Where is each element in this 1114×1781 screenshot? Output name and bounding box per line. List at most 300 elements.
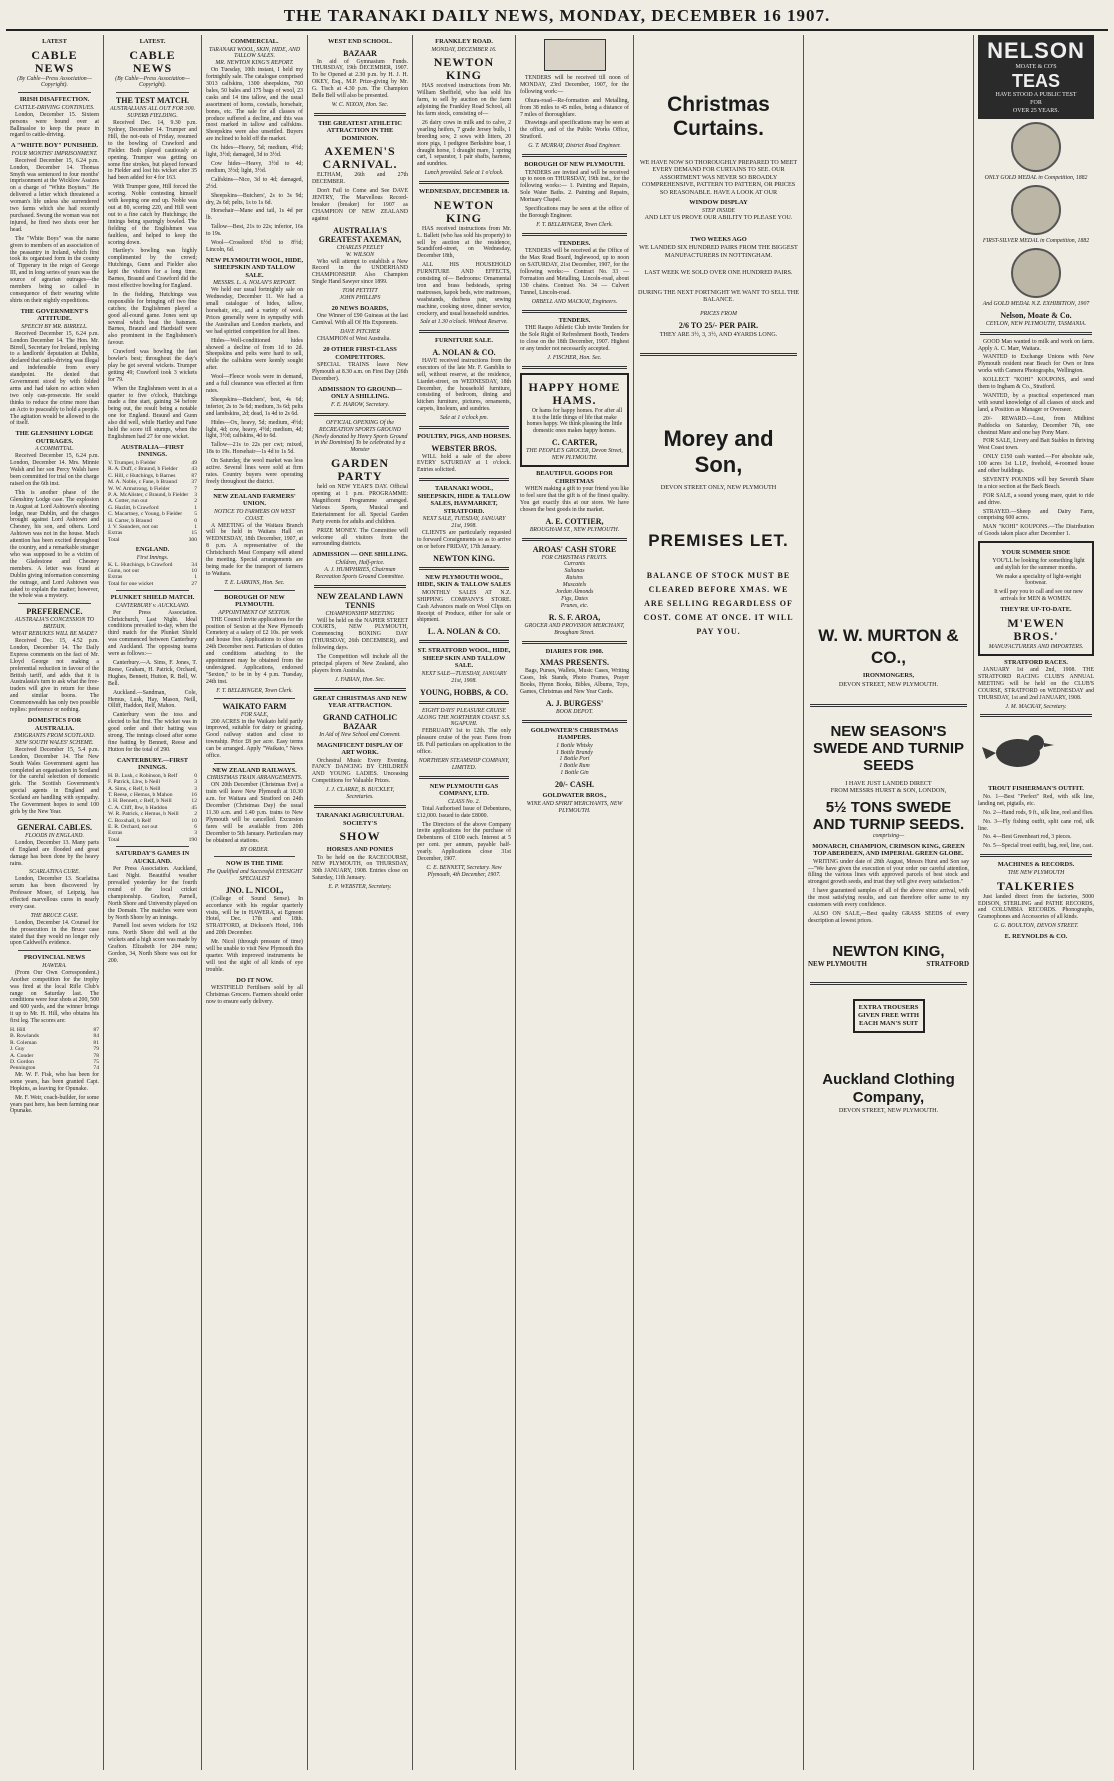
divider bbox=[214, 856, 295, 857]
article-text: Mr. W. F. Fisk, who has been for some years, has been granted Capt. Hopkins, as leaving for Opunake. bbox=[10, 1071, 99, 1092]
talkeries-title: TALKERIES bbox=[996, 878, 1076, 893]
seeds-quantity: 5½ TONS SWEDE AND TURNIP SEEDS. bbox=[812, 798, 965, 833]
table-row: Extras 15 bbox=[108, 530, 197, 537]
ad-name: A. E. COTTIER, bbox=[545, 516, 604, 526]
classified: FOR SALE, Livery and Bait Stables in thriving West Coast town. bbox=[978, 438, 1094, 452]
ad-text: held on NEW YEAR'S DAY. Official opening at 1 p.m. PROGRAMME: Magnificent Programme arranged. Various Sports, Musical and Entertainment for all. Special Garden Party events for adults and children. bbox=[312, 484, 408, 525]
ad-text: 200 ACRES in the Waikato held partly improved, suitable for dairy or grazing. Good railway station and close to township. Price £8 per acre. Easy terms can be arranged. Apply "Waikato," News office. bbox=[206, 718, 303, 760]
premises-let: PREMISES LET. bbox=[648, 531, 789, 551]
headline: NEW PLYMOUTH GAS COMPANY, LTD. bbox=[429, 782, 499, 798]
table-row: G. Hazlitt, b Crawford 1 bbox=[108, 504, 197, 511]
competitor: TOM PETTITT bbox=[342, 288, 378, 295]
divider bbox=[980, 714, 1092, 717]
ad-text: To be held on the RACECOURSE, NEW PLYMOUTH, on THURSDAY, 30th JANUARY, 1908. Entries close on Saturday, 11th January. bbox=[312, 854, 408, 882]
list-item: 1 Bottle Port bbox=[559, 756, 590, 763]
ad-text: 26 dairy cows in milk and to calve, 2 yearling heifers, 7 grade Jersey bulls, 1 breeding sow, 2 sows with litters, 20 store pigs, 1 pedigree Berkshire boar, 1 draught horse, 1 draught mare, 1 spring cart, 1 separator, 1 pair shafts, harness, and sundries. bbox=[417, 119, 511, 168]
ad-name: A. J. BURGESS' bbox=[545, 698, 604, 708]
price-line: Wool—Crossbred 6½d to 8½d; Lincoln, 6d. bbox=[206, 240, 303, 253]
subhead: SUPERB FIELDING. bbox=[127, 113, 178, 120]
ad-headline: YOUR SUMMER SHOE bbox=[1001, 549, 1071, 557]
subhead: SPEECH BY MR. BIRRELL. bbox=[21, 323, 88, 330]
table-row: K. L. Hutchings, b Crawford 34 bbox=[108, 561, 197, 568]
classified: ONLY £150 cash wanted.—For absolute sale, 100 acres 1st L.I.P., freehold, 4-roomed house and other buildings. bbox=[978, 454, 1094, 475]
table-total: Total for one wicket 27 bbox=[108, 580, 197, 587]
subhead: Lunch provided. Sale at 1 o'clock. bbox=[424, 170, 504, 177]
divider bbox=[419, 776, 509, 779]
notice-text: JANUARY 1st and 2nd, 1908. THE STRATFORD RACING CLUB'S ANNUAL MEETING will be held on the CLUB'S COURSE, STRATFORD on WEDNESDAY and THURSDAY, 1st and 2nd JANUARY, 1908. bbox=[978, 667, 1094, 701]
subhead: EMIGRANTS FROM SCOTLAND. bbox=[14, 733, 95, 739]
section-title: CABLE NEWS bbox=[31, 47, 78, 75]
ad-address: GROCER AND PROVISION MERCHANT, Brougham Street. bbox=[524, 622, 625, 636]
ad-text: Will be held on the NAPIER STREET COURTS, NEW PLYMOUTH, Commencing BOXING DAY (THURSDAY, 26th DECEMBER), and following days. bbox=[312, 617, 408, 652]
price-range: 2/6 TO 25/- PER PAIR. bbox=[678, 321, 759, 331]
ad-name: M'EWEN BROS.' bbox=[1007, 615, 1065, 643]
ad-text: Who will attempt to establish a New Record in the UNDERHAND CHAMPIONSHIP. Also Champion Single Hand Sawyer since 1899. bbox=[312, 258, 408, 286]
column-8 bbox=[804, 35, 974, 1770]
list-item: Currants bbox=[564, 561, 585, 568]
ad-address: WINE AND SPIRIT MERCHANTS, NEW PLYMOUTH. bbox=[526, 800, 623, 814]
medal-icon bbox=[1011, 122, 1061, 172]
subhead: SCARLATINA CURE. bbox=[29, 869, 80, 876]
signature: W. C. NIXON, Hon. Sec. bbox=[331, 101, 389, 108]
teas-title: TEAS bbox=[1011, 71, 1060, 91]
signature: A. J. HUMPHRIES, Chairman Recreation Sports Ground Committee. bbox=[315, 566, 405, 580]
table-row: J. Guy 79 bbox=[10, 1046, 99, 1053]
article-text: London, December 13. Scarlatina serum has been discovered by Professor Moser, of Leipzig, has effected marvellous cures in nearly every case. bbox=[10, 876, 99, 910]
table-row: B. Rowlands 84 bbox=[10, 1033, 99, 1040]
competitor: JOHN PHILLIPS bbox=[339, 295, 381, 302]
price-line: Calfskins—Nice, 3d to 4d; damaged, 2½d. bbox=[206, 176, 303, 190]
ad-text: PRICES FROM bbox=[700, 311, 737, 318]
article-text: Received December 15, 6.24 p.m. London, December 14. Mrs. Minnie Walsh and her son Percy Walsh have been committed for trial on the charge raised on the 6th inst. bbox=[10, 453, 99, 487]
table-total: Total 190 bbox=[108, 836, 197, 843]
notice-text: TENDERS will be received till noon of MONDAY, 23rd December, 1907, for the following work:— bbox=[520, 75, 629, 95]
crest-icon bbox=[544, 39, 606, 71]
ad-address: BOOK DEPOT. bbox=[556, 708, 593, 715]
ad-text: HAS received instructions from Mr. L. Ballett (who has sold his property) to sell by auction at the residence, Scandiford-street, on Wednesday, December 18th, bbox=[417, 225, 511, 260]
article-text: Received December 15, 6.24 p.m. London, December 14. Thomas Smyth was sentenced to four months' imprisonment at the Wicklow Assizes on a charge of "White Boyism." He delivered a letter which threatened a woman's life unless she surrendered two farms which she had recently purchased. Swung the woman was not injured, he fired two shots over her head. bbox=[10, 157, 99, 233]
divider bbox=[522, 538, 627, 541]
ad-text: Just landed direct from the factories, 5000 EDISON, STERLING and PATHE RECORDS, and COLUMBIA RECORDS. Phonographs, Gramophones and Accessories of all kinds. bbox=[978, 893, 1094, 921]
list-item: 1 Bottle Whisky bbox=[556, 742, 593, 749]
subhead: Children, Half-price. bbox=[335, 559, 385, 566]
table-row: P. A. McAlister, c Braund, b Fielder 3 bbox=[108, 491, 197, 498]
headline: DO IT NOW. bbox=[236, 976, 273, 984]
ad-text: Mr. Nicol (through pressure of time) will be unable to visit New Plymouth this quarter. With improved instruments he will test the sight of all kinds of eye trouble. bbox=[206, 939, 303, 973]
subhead: HORSES AND PONIES bbox=[326, 846, 394, 853]
scorecard-table bbox=[108, 562, 197, 588]
spacer bbox=[808, 35, 969, 595]
table-total: Total 300 bbox=[108, 536, 197, 543]
subhead: MR. NEWTON KING'S REPORT. bbox=[215, 60, 294, 67]
article-text: Mr. F. Weir, coach-builder, for some years past here, has been farming near Opunake. bbox=[10, 1094, 99, 1115]
headline: WEST END SCHOOL. bbox=[328, 38, 392, 45]
list-item: No. 4—Best Greenheart rod, 3 pieces. bbox=[983, 834, 1072, 841]
notice-text: ON 20th December (Christmas Eve) a train will leave New Plymouth at 10.30 a.m. for Waitara and Stratford on 24th December (Christmas Day) the usual 11.30 a.m. and 1.40 p.m. trains to New Plymouth will be cancelled. Excursion fares will be available from 20th December to 5th January. Particulars may be obtained at stations. bbox=[206, 782, 303, 844]
signature: F. T. BELLRINGER, Town Clerk. bbox=[216, 687, 293, 694]
competitor: W. WILSON bbox=[345, 251, 375, 258]
headline: PREFERENCE. bbox=[26, 607, 83, 617]
subhead: FOR SALE, bbox=[240, 711, 269, 718]
ad-text: OVER 25 YEARS. bbox=[1012, 108, 1060, 114]
auctioneer-name: NEWTON KING. bbox=[433, 553, 495, 563]
classified: WANTED to Exchange Unions with New Plymouth resident near Beach for Own or Inns works with Camera Photographs, Wellington. bbox=[978, 354, 1094, 375]
classified: GOOD Man wanted to milk and work on farm. Apply A. C. Marr, Waitara. bbox=[978, 338, 1094, 352]
headline: PROVINCIAL NEWS bbox=[23, 954, 86, 962]
medal-icon bbox=[1011, 248, 1061, 298]
table-row: V. Trumper, b Fielder 49 bbox=[108, 459, 197, 466]
table-row: Pennington 74 bbox=[10, 1065, 99, 1072]
signature: J. FISCHER, Hon. Sec. bbox=[547, 354, 602, 361]
auctioneer-name: NEWTON KING bbox=[433, 55, 495, 83]
ad-text: FIRST-SILVER MEDAL in Competition, 1882 bbox=[982, 237, 1090, 244]
column-3 bbox=[202, 35, 308, 1770]
table-row: Extras 1 bbox=[108, 574, 197, 581]
classified: 20/- REWARD.—Lost, from Midhirst Paddocks on Saturday, December 7th, one chestnut Mare and one bay Pony Mare. bbox=[978, 415, 1094, 436]
ad-text: CLIENTS are particularly requested to forward Consignments so as to arrive on or before FRIDAY, 17th January. bbox=[417, 530, 511, 550]
table-row: A. Sims, c Relf, b Neill 3 bbox=[108, 785, 197, 792]
ad-text: BALANCE OF STOCK MUST BE CLEARED BEFORE XMAS. WE ARE SELLING REGARDLESS OF COST. COME AT ONCE. IT WILL PAY YOU. bbox=[643, 571, 794, 637]
divider bbox=[214, 489, 295, 490]
notice-text: TENDERS will be received at the Office of the Max Road Board, Inglewood, up to noon on SATURDAY, 21st December, 1907, for the following works:— Contract No. 33 — Formation and Metalling, Lincoln-road, about 130 chains. Contract No. 34 — Culvert Tunnel, Lincoln-road. bbox=[520, 248, 629, 296]
table-row: C. A. Cliff, Ibw, b Haddon 45 bbox=[108, 804, 197, 811]
article-text: Parnell lost seven wickets for 192 runs. North Shore did well at the wickets and a high score was made by Grafton. Elizabeth for 204 runs; Gordon, 34, North Shore was out for 200. bbox=[108, 923, 197, 964]
location: STRATFORD bbox=[926, 959, 969, 968]
ad-text: SPECIAL TRAINS leave New Plymouth at 8.30 a.m. on First Day (26th December). bbox=[312, 362, 408, 382]
ad-name: GOLDWATER BROS., bbox=[542, 792, 607, 800]
ad-text: I have guaranteed samples of all of the above since arrival, with the most satisfying results, and can therefore offer same to my customers with every confidence. bbox=[808, 888, 969, 909]
ad-emphasis: THEY'RE UP-TO-DATE. bbox=[1000, 606, 1072, 614]
article-text: Hartley's bowling was highly complimented by the crowd; Hutchings, Gunn and Fielder also kept the visitors for a long time. Barnes, Braund and Crawford did the most effective bowling for England. bbox=[108, 248, 197, 289]
subhead: A COMMITTAL. bbox=[35, 446, 74, 453]
classified: WANTED, by a practical experienced man with sound knowledge of all classes of stock and land, a Position as Manager or Overseer. bbox=[978, 392, 1094, 413]
ad-text: (College of Sound Sense). In accordance with his regular quarterly visits, will be in HAWERA, at Egmont Hotel, Dec. 17th and 18th. STRATFORD, at Dickson's Hotel, 19th and 20th December. bbox=[206, 895, 303, 937]
nelson-title: NELSON bbox=[987, 38, 1085, 63]
headline: THE TEST MATCH. bbox=[115, 96, 190, 106]
subhead: WHAT REBUKES WILL BE MADE? bbox=[11, 631, 98, 638]
headline: NEW ZEALAND RAILWAYS. bbox=[212, 766, 297, 774]
trousers-box: EXTRA TROUSERS GIVEN FREE WITH EACH MAN'S SUIT bbox=[853, 999, 925, 1033]
divider bbox=[419, 181, 509, 184]
classified: FOR SALE, a sound young mare, quiet to ride and drive. bbox=[978, 492, 1094, 506]
price-line: Sheepskins—Butchers', 2s to 3s 9d; dry, 2s 6d; pelts, 1s to 1s 6d. bbox=[206, 192, 303, 206]
divider bbox=[419, 426, 509, 429]
table-row: J. V. Saunders, not out 1 bbox=[108, 523, 197, 530]
list-item: Muscatels bbox=[562, 582, 587, 589]
signature: E. P. WEBSTER, Secretary. bbox=[328, 884, 392, 891]
kicker: LATEST. bbox=[139, 38, 166, 45]
morey-and-son-title: Morey and Son, bbox=[663, 425, 774, 477]
ad-headline: HAPPY HOME HAMS. bbox=[528, 379, 621, 407]
divider bbox=[18, 819, 91, 820]
signature: G. T. MURRAY, District Road Engineer. bbox=[528, 143, 621, 150]
auctioneer-name: L. A. NOLAN & CO. bbox=[427, 627, 501, 637]
price-line: Tallow—Best, 21s to 22s; inferior, 16s to 19s. bbox=[206, 224, 303, 238]
divider bbox=[116, 590, 189, 591]
ad-name: Nelson, Moate & Co. bbox=[1000, 310, 1072, 320]
ad-name: AROAS' CASH STORE bbox=[532, 544, 617, 554]
column-9 bbox=[974, 35, 1098, 1770]
divider bbox=[419, 567, 509, 570]
headline: GREAT CHRISTMAS AND NEW YEAR ATTRACTION. bbox=[312, 694, 408, 710]
divider bbox=[522, 366, 627, 369]
headline: ST. STRATFORD WOOL, HIDE, SHEEP SKIN AND TALLOW SALE. bbox=[417, 647, 511, 670]
column-2 bbox=[104, 35, 202, 1770]
headline: BEAUTIFUL GOODS FOR CHRISTMAS bbox=[536, 470, 613, 485]
ad-text: comprising— bbox=[872, 832, 905, 839]
list-item: No. 2—Hand rods, 9 ft., silk line, reel and flies. bbox=[983, 809, 1094, 816]
signature: J. FABIAN, Hon. Sec. bbox=[335, 676, 385, 683]
article-text: Hides—Ox, heavy, 5d; medium, 4½d; light, 4d; cow, heavy, 4½d; medium, 4d; light, 3½d; calfskins, 4d to 6d. bbox=[206, 419, 303, 440]
subhead: FOR CHRISTMAS FRUITS. bbox=[541, 554, 608, 561]
ad-text: ELTHAM, 26th and 27th DECEMBER. bbox=[312, 172, 408, 186]
subhead: NOTICE TO FARMERS ON WEST COAST. bbox=[214, 508, 295, 522]
headline: ENGLAND. bbox=[135, 546, 170, 554]
divider bbox=[314, 688, 406, 691]
headline: NEW ZEALAND FARMERS' UNION. bbox=[213, 492, 296, 508]
ad-text: WE HAVE NOW SO THOROUGHLY PREPARED TO MEET EVERY DEMAND FOR CURTAINS TO SEE. OUR ASSORTMENT WAS NEVER SO BROADLY COMPREHENSIVE, PATTERN TO PATTERN, OR PRICES SO REASONABLE. HAVE A LOOK AT OUR bbox=[639, 159, 798, 196]
ad-text: We make a speciality of light-weight footwear. bbox=[995, 573, 1082, 587]
divider bbox=[18, 950, 91, 951]
subhead: NEXT SALE—TUESDAY, JANUARY 21st, 1908. bbox=[421, 670, 507, 684]
headline: THE GREATEST ATHLETIC ATTRACTION IN THE DOMINION. bbox=[318, 119, 402, 142]
notice-text: Drawings and specifications may be seen at the office, and of the Public Works Office, Stratford. bbox=[520, 120, 629, 141]
table-row: C. Boxshall, b Relf 10 bbox=[108, 817, 197, 824]
ad-name: C. CARTER, bbox=[551, 438, 598, 448]
table-row: T. Reese, c Hemus, b Mahon 16 bbox=[108, 791, 197, 798]
competitor: CHARLES PEELEY bbox=[336, 244, 384, 251]
ad-text: Orchestral Music Every Evening. FANCY DANCING BY CHILDREN AND YOUNG LADIES. Unceasing Competitions for Valuable Prizes. bbox=[312, 757, 408, 785]
subhead: In Aid of New School and Convent. bbox=[319, 731, 401, 738]
article-text: In the fielding, Hutchings was responsible for bringing off two fine catches; the Englishmen played a good all-round game. Jones sent up several which beat the batsmen. Barnes, Braund and Hardstaff were also prominent in the Englishmen's favour. bbox=[108, 291, 197, 347]
ad-text: PRIZE MONEY. The Committee will welcome all visitors from the surrounding districts. bbox=[312, 527, 408, 548]
signature: BY ORDER. bbox=[240, 846, 269, 853]
copyright: (By Cable—Press Association—Copyright). bbox=[17, 75, 92, 89]
divider bbox=[314, 413, 406, 416]
list-item: 1 Bottle Brandy bbox=[556, 749, 593, 756]
ad-address: THE PEOPLE'S GROCER, Devon Street, NEW PLYMOUTH. bbox=[526, 448, 623, 462]
headline: PLUNKET SHIELD MATCH. bbox=[110, 594, 195, 602]
auckland-clothing-title: Auckland Clothing Company, bbox=[822, 1070, 955, 1106]
headline: NEW PLYMOUTH WOOL, HIDE, SKIN & TALLOW SALES bbox=[417, 573, 511, 589]
divider bbox=[419, 330, 509, 333]
table-row: D. Gordon 75 bbox=[10, 1059, 99, 1066]
headline: BOROUGH OF NEW PLYMOUTH. bbox=[524, 161, 625, 169]
newton-king-title: NEWTON KING, bbox=[832, 942, 945, 960]
article-text: Canterbury won the toss and elected to bat first. The wicket was in good order and their batting was strong. The innings closed after some fine batting by Bennett, Reese and Hutton for the total of 290. bbox=[108, 712, 197, 753]
ad-address: DEVON STREET ONLY, NEW PLYMOUTH bbox=[660, 483, 777, 491]
divider bbox=[522, 154, 627, 157]
ad-text: Don't Fail to Come and See DAVE JENTRY, The Marvellous Record-breaker (breaker) for 1907 as CHAMPION OF NEW ZEALAND against bbox=[312, 188, 408, 222]
subhead: CHAMPIONSHIP MEETING bbox=[325, 610, 395, 617]
ad-emphasis: STEP INSIDE bbox=[702, 207, 735, 214]
list-item: Figs, Dates bbox=[561, 596, 588, 602]
price-line: Horsehair—Mane and tail, 1s 4d per lb. bbox=[206, 208, 303, 222]
article-text: On Saturday, the wool market was less active. Several lines were sold at firm rates. Country buyers were operating freely throughout the district. bbox=[206, 458, 303, 485]
ad-text: WESTFIELD Fertilisers sold by all Christmas Grocers. Farmers should order now to ensure early delivery. bbox=[206, 985, 303, 1005]
ad-text: CHAMPION of West Australia. bbox=[317, 336, 391, 343]
headline: DIARIES FOR 1908. bbox=[545, 647, 604, 655]
headline: 20 OTHER FIRST-CLASS COMPETITORS. bbox=[323, 346, 397, 361]
ad-text: LAST WEEK WE SOLD OVER ONE HUNDRED PAIRS. bbox=[644, 269, 793, 277]
article-text: Received December 15, 5.4 p.m. London, December 14. The New South Wales Government agent has completed an organisation in Scotland for the careful selection of domestic girls. The Scottish Government's special agents in England and Scotland are handling with sympathy. The Government hopes to send 100 girls by the New Year. bbox=[10, 746, 99, 815]
column-4 bbox=[308, 35, 413, 1770]
notice-text: In aid of Gymnasium Funds. THURSDAY, 19th DECEMBER, 1907. To be Opened at 2.30 p.m. by H. J. H. OKEY, Esq., M.P. Prize-giving by Mr. G. Tisch at 4.30 p.m. The Champion Belle Bell will also be presented. bbox=[312, 58, 408, 100]
divider bbox=[18, 603, 91, 604]
murton-title: W. W. MURTON & CO., bbox=[818, 626, 959, 667]
headline: THE GOVERNMENT'S ATTITUDE. bbox=[20, 307, 89, 323]
article-text: Per Press Association. Auckland, Last Night. Beautiful weather prevailed yesterday for the fourth round of the local cricket championship. Grafton, Parnell, North Shore and University played on the Domain. The matches were won by North Shore by an innings. bbox=[108, 866, 197, 921]
divider bbox=[522, 310, 627, 313]
subhead: HAWERA. bbox=[42, 962, 67, 969]
article-text: On Tuesday, 10th instant, I held my fortnightly sale. The catalogue comprised 3013 calfskins, 1300 sheepskins, 760 bales, 50 bales and 175 bags of wool, 23 casks and 14 tins tallow, and the usual assortment of horns, cowtails, horsehair, bones, etc. The sale for all classes of produce suffered a decline, and this was most marked in tallow and calfskins. Sheepskins were also unsettled. Buyers are inclined to hold off the market. bbox=[206, 67, 303, 143]
column-7 bbox=[634, 35, 804, 1770]
table-row: R. Coleman 81 bbox=[10, 1039, 99, 1046]
ad-address: DEVON STREET, NEW PLYMOUTH. bbox=[838, 1106, 939, 1114]
ad-text: DURING THE NEXT FORTNIGHT WE WANT TO SELL THE BALANCE. bbox=[638, 288, 799, 303]
divider bbox=[214, 698, 295, 699]
article-text: Wool—Fleece wools were in demand, and a full clearance was effected at firm rates. bbox=[206, 374, 303, 394]
classified: MAN "KOHI" KOUPONS.—The Distribution of Goods taken place after December 1. bbox=[978, 524, 1094, 538]
ad-text: And GOLD MEDAL N.Z. EXHIBITION, 1907 bbox=[982, 300, 1090, 307]
table-row: Gunn, not out 10 bbox=[108, 568, 197, 574]
ad-text: HAVE received instructions from the executors of the late Mr. F. Gamblin to sell, without reserve, at the residence, Liardet-street, on WEDNESDAY, 18th December, the household furniture, consisting of bedroom, dining and kitchen furniture, pictures, ornaments, carpets, linoleum, and sundries. bbox=[417, 357, 511, 413]
ad-text: WHEN making a gift to your friend you like to feel sure that the gift is of the finest quality. You get exactly this at our store. We have chosen the best goods in the market. bbox=[520, 486, 629, 513]
curtains-title: Christmas Curtains. bbox=[667, 93, 770, 140]
table-row: H. B. Lusk, c Robinson, b Relf 0 bbox=[108, 772, 197, 779]
headline: NEW PLYMOUTH WOOL, HIDE, SHEEPSKIN AND TALLOW SALE. bbox=[206, 256, 304, 279]
ad-text: YOU'LL be looking for something light and stylish for the summer months. bbox=[992, 557, 1085, 571]
ad-address: CEYLON, NEW PLYMOUTH, TASMANIA. bbox=[985, 320, 1087, 327]
classified: KOLLECT "KOHI" KOUPONS, and send them to Ingham & Co., Stratford. bbox=[978, 377, 1094, 391]
subhead: Sale at 1.30 o'clock. Without Reserve. bbox=[420, 319, 508, 326]
article-text: London, December 13. Many parts of England are flooded and great damage has been done by the heavy rains. bbox=[10, 839, 99, 867]
headline: TARANAKI AGRICULTURAL SOCIETY'S bbox=[316, 812, 404, 827]
signature: T. E. LARKINS, Hon. Sec. bbox=[224, 579, 285, 586]
subhead: EIGHT DAYS' PLEASURE CRUISE ALONG THE NORTHERN COAST. S.S. NGAPUHI. bbox=[417, 707, 511, 728]
subhead: NEW SOUTH WALES' SCHEME. bbox=[15, 739, 94, 746]
article-text: London, December 14. Counsel for the prosecution in the Bruce case stated that they would no longer rely upon Caldwell's evidence. bbox=[10, 919, 99, 947]
article-text: Crawford was bowling the fast bowler's best; throughout the day's play he got several wickets. Trumper getting 49; Crawford took 3 wickets for 79. bbox=[108, 349, 197, 383]
headline: AUSTRALIA—FIRST INNINGS. bbox=[121, 443, 184, 459]
signature: NORTHERN STEAMSHIP COMPANY, LIMITED. bbox=[418, 757, 510, 771]
ad-text: WE LANDED SIX HUNDRED PAIRS FROM THE BIGGEST MANUFACTURERS IN NOTTINGHAM. bbox=[639, 244, 798, 259]
headline: NEW ZEALAND LAWN TENNIS bbox=[316, 591, 404, 610]
headline: IRISH DISAFFECTION. bbox=[19, 96, 90, 104]
ad-text: WILL hold a sale of the above EVERY SATURDAY at 1 o'clock. Entries solicited. bbox=[417, 453, 511, 474]
article-text: When the Englishmen went in at a quarter to five o'clock, Hutchings made a fine start, gaining 34 before being out, the result being a notable one for England. Braund and Gunn also did well, while Hartley and Fane held the score till stumps, when the Englishmen had 27 for one wicket. bbox=[108, 385, 197, 440]
article-text: The "White Boys" was the name given to members of an association of the peasantry in Ireland, which first took its organised form in the county of Tipperary in the reign of George III, and in long series of years was the source of agrarian outrages—the members being so called in consequence of their wearing white shirts on their nightly expeditions. bbox=[10, 235, 99, 304]
summer-shoe-ad bbox=[978, 541, 1094, 655]
auctioneer-name: WEBSTER BROS. bbox=[431, 443, 497, 453]
notice-text: THE Council invite applications for the position of Sexton at the New Plymouth Cemetery at a salary of £2 10s. per week and house free. Applications to close on 24th December next. Particulars of duties and conditions attaching to the appointment may be obtained from the undersigned. Applications, endorsed "Sexton," to be in by 4 p.m. Tuesday, 24th inst. bbox=[206, 616, 303, 685]
divider bbox=[419, 701, 509, 704]
article-text: We held our usual fortnightly sale on Wednesday, December 11. We had a small catalogue of hides, tallow, horsehair, etc., and a variety of wool. Prices generally were in sympathy with the Australian and London markets, and we had spirited competition for all lines. bbox=[206, 287, 303, 335]
seed-varieties: MONARCH, CHAMPION, CRIMSON KING, GREEN TOP ABERDEEN, AND IMPERIAL GREEN GLOBE. bbox=[812, 842, 965, 858]
article-text: (From Our Own Correspondent.) Another competition for the trophy was fired at the local Rifle Club's range on Saturday last. The conditions were four shots at 200, 500 and 600 yards, and the winner brings it up to Mr. H. Hill, who obtains his first leg. The scores are: bbox=[10, 969, 99, 1025]
signature: F. T. BELLRINGER, Town Clerk. bbox=[536, 221, 613, 228]
table-row: C. Macartney, c Young, b Fielder 5 bbox=[108, 511, 197, 518]
seeds-title: NEW SEASON'S SWEDE AND TURNIP SEEDS bbox=[812, 722, 965, 774]
subhead: CHRISTMAS TRAIN ARRANGEMENTS. bbox=[206, 775, 303, 782]
auctioneer-name: A. NOLAN & CO. bbox=[432, 347, 496, 357]
notice-text: Specifications may be seen at the office of the Borough Engineer. bbox=[520, 206, 629, 219]
auctioneer-name: NEWTON KING bbox=[433, 197, 495, 225]
ad-text: I HAVE JUST LANDED DIRECT bbox=[845, 779, 932, 787]
table-row: E. R. Orchard, not out 6 bbox=[108, 824, 197, 830]
price-line: Ox hides—Heavy, 5d; medium, 4½d; light, 3½d; damaged, 3d to 3½d. bbox=[206, 145, 303, 159]
columns bbox=[6, 35, 1108, 1770]
ad-text: One Winner of £90 Guineas at the last Carnival. With all Of His Exponents. bbox=[312, 313, 408, 327]
divider bbox=[214, 763, 295, 764]
list-item: 1 Bottle Gin bbox=[560, 770, 589, 777]
headline: FRANKLEY ROAD. bbox=[435, 38, 493, 45]
ad-emphasis: TWO WEEKS AGO bbox=[690, 235, 747, 243]
notice-text: Ohura-road—Re-formation and Metalling, from 38 miles to 45 miles, being a distance of 7 miles of thoroughfare. bbox=[520, 97, 629, 118]
headline: STRATFORD RACES. bbox=[1004, 658, 1068, 666]
article-text: Received Dec. 14, 9.30 p.m. Sydney, December 14. Trumper and Hill, the not-outs of Friday, resumed to the bowling of Crawford and Fielder. Both played cautiously at opening. Trumper was getting on some fine strokes, but played forward to Fielder and lost his wicket after 35 had been added for 4 for 163. bbox=[108, 120, 197, 182]
subhead: MONDAY, DECEMBER 16. bbox=[431, 46, 497, 53]
scores-table bbox=[10, 1027, 99, 1072]
table-row: F. Patrick, Lbw, b Neill 3 bbox=[108, 779, 197, 786]
list-item: Raisins bbox=[565, 575, 584, 582]
ad-text: THEY ARE 3½, 3, 3½, AND 4YARDS LONG. bbox=[659, 331, 778, 339]
article-text: Hides—Well-conditioned hides showed a decline of from 1d to 2d. Sheepskins and pelts were hard to sell, while the calfskins were keenly sought after. bbox=[206, 337, 303, 372]
article-text: Tallow—21s to 22s per cwt; mixed, 18s to 19s. Horsehair—1s 4d to 1s 5d. bbox=[206, 442, 303, 456]
ad-address: MANUFACTURERS AND IMPORTERS. bbox=[988, 643, 1084, 650]
divider bbox=[314, 113, 406, 116]
article-text: London, December 15. Sixteen persons were bound over at Ballinasloe to keep the peace in regard to cattle-driving. bbox=[10, 111, 99, 139]
headline: SATURDAY'S GAMES IN AUCKLAND. bbox=[115, 850, 190, 865]
table-row: W. W. Armstrong, b Fielder 7 bbox=[108, 485, 197, 492]
subhead: CLASS No. 2. bbox=[448, 798, 480, 805]
headline: TROUT FISHERMAN'S OUTFIT. bbox=[988, 785, 1084, 793]
price-line: Cow hides—Heavy, 3½d to 4d; medium, 3½d; light, 3½d. bbox=[206, 161, 303, 174]
column-1 bbox=[6, 35, 104, 1770]
headline: GRAND CATHOLIC BAZAAR bbox=[322, 712, 398, 731]
divider bbox=[18, 92, 91, 93]
article-text: Received December 15, 6.24 p.m. London December 14. The Hon. Mr. Birrell, Secretary for Ireland, replying to a landlords' deputation at Dublin, declared that cattle-driving was illegal and indefensible from every standpoint. He denied that Government stood by with folded arms and had taken no action when two only can-prosecute. He sould thinks to reduce the crime more than an Acto to peaceably to hold a people. The agitation would be allowed to die of itself. bbox=[10, 330, 99, 427]
article-text: With Trumper gone, Hill forced the scoring. Noble contesting himself with keeping one end up. Noble was out at 80, scoring 220, and Hill went out to a fine catch by Hutchings; the innings being sparingly bowled. The fielding of the Englishmen was faultless, and helped to keep the scoring down. bbox=[108, 184, 197, 246]
headline: COMMERCIAL. bbox=[230, 38, 279, 45]
column-5 bbox=[413, 35, 516, 1770]
classified: SEVENTY POUNDS will buy Seventh Share in a nice section at the Back Beach. bbox=[978, 476, 1094, 490]
ad-text: FROM MESSRS HURST & SON, LONDON, bbox=[830, 787, 947, 795]
table-row: M. A. Noble, c Fane, b Braund 37 bbox=[108, 479, 197, 486]
ad-name: E. REYNOLDS & CO. bbox=[1004, 933, 1068, 941]
ad-text: FEBRUARY 1st to 12th. The only pleasure cruise of the year. Fares from £8. Full particulars on application to the office. bbox=[417, 728, 511, 756]
divider bbox=[314, 805, 406, 808]
ad-address: BROUGHAM ST., NEW PLYMOUTH. bbox=[529, 526, 620, 533]
headline: BOROUGH OF NEW PLYMOUTH. bbox=[224, 593, 285, 609]
subhead: AUSTRALIANS ALL OUT FOR 300. bbox=[110, 106, 195, 113]
headline: NOW IS THE TIME bbox=[225, 860, 283, 868]
article-text: Received Dec. 15, 4.52 p.m. London, December 14. The Daily Express comments on the fact of Mr. Lloyd George not making a preferential reduction in favour of the British tariff, and adds that it is Australasia's turn to ask what the free-traders will give in return for these and similar boons. The Commonwealth has only two possible replies: preference or nothing. bbox=[10, 638, 99, 714]
divider bbox=[419, 478, 509, 481]
ad-text: FOR bbox=[1030, 100, 1042, 106]
signature: ORBELL AND MACKAY, Engineers. bbox=[531, 298, 618, 305]
subhead: Sale at 1 o'clock pm. bbox=[439, 415, 489, 422]
table-row: Extras 3 bbox=[108, 830, 197, 837]
subhead: CATTLE-DRIVING CONTINUES. bbox=[14, 104, 95, 111]
location: NEW PLYMOUTH bbox=[808, 959, 867, 968]
article-text: This is another phase of the Glenshiny Lodge case. The explosion in August at Lord Ashtown's shooting lodge, near Dublin, and the charges brought against Lord Ashtown and Chesney, his son, and others. Lord Ashtown was not in the house. Much attention has been excited throughout the country, and a remarkable stranger who was supposed to be a victim of the Gladestone and Chesney members. A letter was found at Dublin giving information concerning the outrage, and Lord Ashtown was asked to explain the matter; however, the whole was a mystery. bbox=[10, 489, 99, 600]
headline: MAGNIFICENT DISPLAY OF ART WORK. bbox=[316, 741, 404, 757]
kicker: LATEST bbox=[42, 38, 67, 45]
list-item: Sultanas bbox=[564, 568, 585, 575]
ad-text: MOATE & CO'S bbox=[1015, 64, 1057, 70]
ad-name: JNO. L. NICOL, bbox=[225, 885, 284, 895]
